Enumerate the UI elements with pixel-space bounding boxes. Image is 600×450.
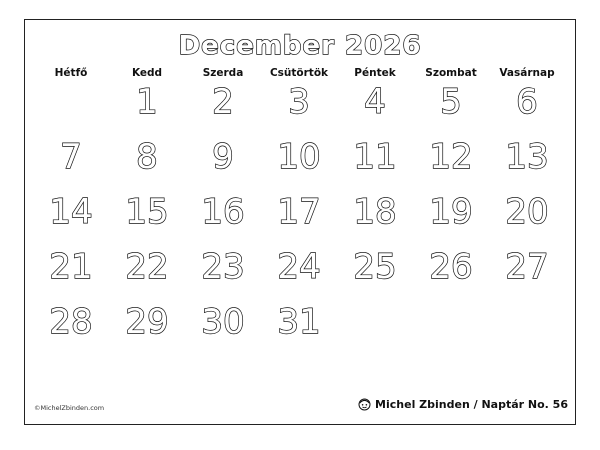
day-cell: 19 — [429, 192, 473, 232]
day-cell: 8 — [136, 137, 158, 177]
weekday-saturday: Szombat — [425, 67, 477, 79]
day-cell: 20 — [505, 192, 549, 232]
weekday-friday: Péntek — [354, 67, 396, 79]
day-cell — [33, 78, 109, 126]
day-cell: 7 — [60, 137, 82, 177]
weekday-wednesday: Szerda — [202, 67, 244, 79]
day-cell — [489, 298, 565, 346]
day-cell: 13 — [505, 137, 549, 177]
face-icon — [358, 398, 371, 411]
day-cell: 4 — [364, 82, 386, 122]
author-credit — [358, 398, 568, 411]
day-cell: 30 — [201, 302, 245, 342]
day-cell — [413, 298, 489, 346]
day-cell: 29 — [125, 302, 169, 342]
day-cell: 27 — [505, 247, 549, 287]
day-cell: 17 — [277, 192, 321, 232]
day-cell: 18 — [353, 192, 397, 232]
day-cell: 2 — [212, 82, 234, 122]
day-cell: 5 — [440, 82, 462, 122]
website-credit: ©MichelZbinden.com — [34, 404, 105, 412]
weekday-tuesday: Kedd — [131, 67, 163, 79]
day-cell: 12 — [429, 137, 473, 177]
day-cell: 23 — [201, 247, 245, 287]
day-cell: 10 — [277, 137, 321, 177]
day-cell: 31 — [277, 302, 321, 342]
day-cell: 24 — [277, 247, 321, 287]
day-cell: 28 — [49, 302, 93, 342]
weekday-monday: Hétfő — [54, 67, 88, 79]
weekday-thursday: Csütörtök — [269, 67, 329, 79]
day-cell: 15 — [125, 192, 169, 232]
weekday-sunday: Vasárnap — [499, 67, 555, 79]
day-cell: 3 — [288, 82, 310, 122]
calendar-title: December 2026 — [178, 31, 422, 61]
day-cell: 9 — [212, 137, 234, 177]
calendar-grid — [0, 78, 600, 348]
day-cell: 22 — [125, 247, 169, 287]
author-credit-text: Michel Zbinden / Naptár No. 56 — [375, 398, 568, 411]
day-cell: 14 — [49, 192, 93, 232]
day-cell: 21 — [49, 247, 93, 287]
day-cell: 11 — [353, 137, 397, 177]
day-cell: 1 — [136, 82, 158, 122]
day-cell: 25 — [353, 247, 397, 287]
day-cell: 6 — [516, 82, 538, 122]
day-cell: 16 — [201, 192, 245, 232]
day-cell: 26 — [429, 247, 473, 287]
day-cell — [337, 298, 413, 346]
